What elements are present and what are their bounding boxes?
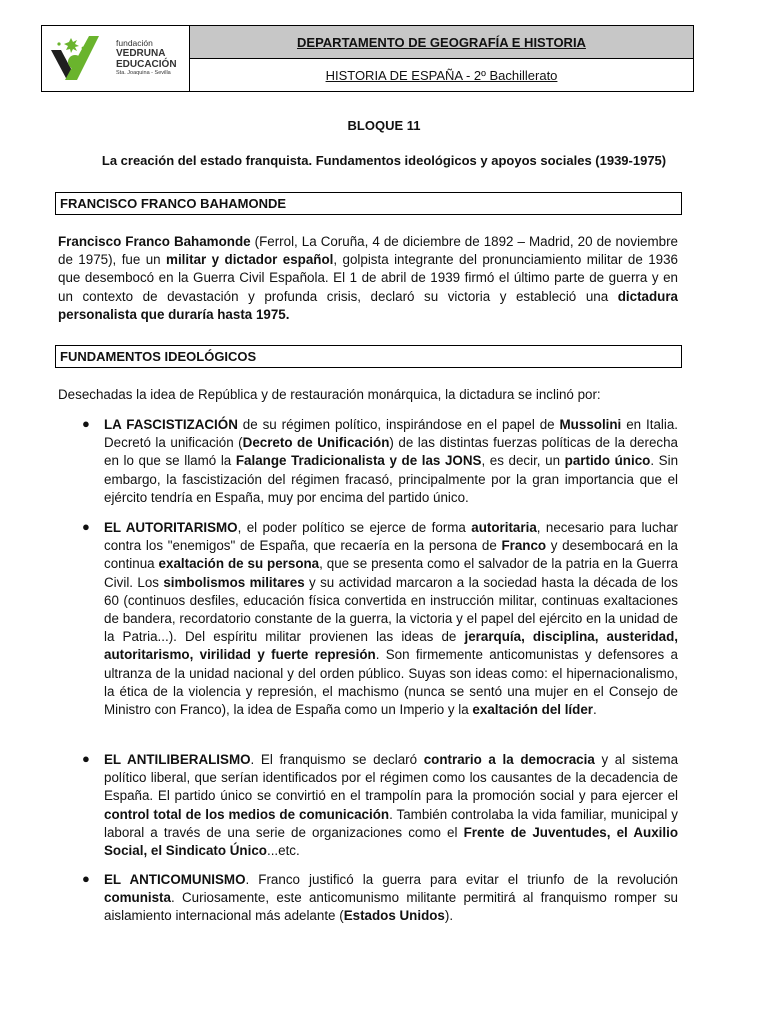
bullet-icon: ● [82, 751, 90, 766]
bold-text-run: EL AUTORITARISMO [104, 520, 238, 535]
text-run: . También controlaba la vida familiar, municipal y laboral a través de una serie de organizaciones como el [104, 806, 678, 840]
text-run: . Curiosamente, este anticomunismo militante permitirá al franquismo romper su aislamiento internacional más adelante ( [104, 890, 678, 924]
bold-text-run: control total de los medios de comunicación [104, 806, 390, 822]
text-run: , necesario para luchar contra los "enemigos" de España, que recaería en la persona de [104, 520, 678, 554]
text-run: . Franco justificó la guerra para evitar el triunfo de la revolución [245, 872, 679, 887]
bullet-icon: ● [82, 519, 90, 534]
department-row [190, 26, 693, 59]
text-run: . Sin embargo, la fascistización del régimen fracasó, principalmente por la gran importancia que el ejército tendría en España, muy por encima del partido único. [104, 453, 679, 505]
bold-text-run: jerarquía, disciplina, austeridad, autoritarismo, virilidad y fuerte represión [104, 629, 678, 663]
bold-text-run: Decreto de Unificación [242, 435, 390, 451]
text-run: . [592, 702, 597, 718]
bold-text-run: militar y dictador español [166, 252, 334, 268]
fundamentos-intro: Desechadas la idea de República y de restauración monárquica, la dictadura se inclinó por: [58, 387, 601, 402]
logo-cell [42, 26, 190, 91]
bullet-icon: ● [82, 416, 90, 431]
bold-text-run: Mussolini [559, 417, 622, 432]
bold-text-run: contrario a la democracia [423, 752, 595, 767]
bloque-title: BLOQUE 11 [347, 118, 421, 133]
text-run: ...etc. [266, 843, 300, 859]
bold-text-run: EL ANTILIBERALISMO [104, 752, 251, 767]
logo-line4: Sta. Joaquina - Sevilla [116, 70, 171, 76]
logo-text [116, 39, 177, 77]
bold-text-run: Francisco Franco Bahamonde [58, 234, 251, 249]
bold-text-run: exaltación de su persona [158, 556, 320, 572]
text-run: , el poder político se ejerce de forma [237, 520, 472, 535]
bold-text-run: autoritaria [471, 520, 537, 535]
section-heading-fundamentos: FUNDAMENTOS IDEOLÓGICOS [55, 345, 682, 368]
text-run: ) de las distintas fuerzas políticas de la derecha en lo que se llamó la [104, 435, 678, 469]
text-run: de su régimen político, inspirándose en el papel de [237, 417, 560, 432]
bold-text-run: partido único [564, 453, 651, 469]
bold-text-run: simbolismos militares [163, 574, 305, 590]
bullet-icon: ● [82, 871, 90, 886]
subject-title: HISTORIA DE ESPAÑA - 2º Bachillerato [325, 67, 558, 83]
text-run: y desembocará en la continua [104, 538, 678, 572]
text-run: . Son firmemente anticomunistas y defensores a ultranza de la unidad nacional y del orden público. Suyas son ideas como: el hipernacionalismo, la ética de la violencia y represión, el machismo (nunca se sentó una mujer en el Consejo de Ministro con Franco), la idea de España como un Imperio y la [104, 647, 678, 718]
document-subtitle: La creación del estado franquista. Fundamentos ideológicos y apoyos sociales (1939-1975) [101, 153, 667, 168]
text-run: en Italia. Decretó la unificación ( [104, 417, 679, 451]
bold-text-run: Frente de Juventudes, el Auxilio Social, el Sindicato Único [104, 824, 678, 859]
text-run: , que se presenta como el salvador de la patria en la Guerra Civil. Los [104, 556, 678, 590]
text-run: . El franquismo se declaró [250, 752, 424, 767]
vedruna-logo-icon [47, 32, 115, 88]
text-run: y al sistema político liberal, que serían identificados por el régimen como los causantes de la decadencia de España. El partido único se convirtió en el trampolín para la promoción social y para ejercer el [104, 752, 679, 804]
department-title: DEPARTAMENTO DE GEOGRAFÍA E HISTORIA [297, 34, 586, 50]
bullet-anticomunismo [104, 871, 678, 926]
bold-text-run: exaltación del líder [472, 702, 593, 718]
header-titles [190, 26, 693, 91]
document-header [41, 25, 694, 92]
text-run: ). [444, 908, 454, 924]
bullet-antiliberalismo [104, 751, 678, 860]
bold-text-run: EL ANTICOMUNISMO [104, 872, 246, 887]
logo-line1: fundación [116, 38, 153, 48]
bold-text-run: Falange Tradicionalista y de las JONS [235, 453, 482, 469]
bold-text-run: comunista [104, 890, 171, 906]
bullet-fascistizacion [104, 416, 678, 507]
bold-text-run: LA FASCISTIZACIÓN [104, 417, 238, 432]
text-run: , es decir, un [481, 453, 565, 469]
franco-paragraph [58, 233, 678, 324]
bullet-autoritarismo [104, 519, 678, 719]
bold-text-run: dictadura personalista que duraría hasta 1975. [58, 288, 678, 322]
logo-line2: VEDRUNA [116, 48, 166, 59]
subject-row [190, 59, 693, 91]
section-heading-franco: FRANCISCO FRANCO BAHAMONDE [55, 192, 682, 215]
bold-text-run: Franco [501, 538, 547, 554]
text-run: , golpista integrante del pronunciamiento militar de 1936 que desembocó en la Guerra Civil Española. El 1 de abril de 1939 firmó el último parte de guerra y en un contexto de devastación y profunda crisis, declaró su victoria y estableció una [58, 252, 678, 304]
text-run: y su actividad marcaron a la sociedad hasta la década de los 60 (continuos desfiles, educación física convertida en instrucción militar, continuas exaltaciones de bandera, recordatorio constante de la guerra, la victoria y el papel del ejército en la unidad de la Patria...). Del espíritu militar provienen las ideas de [104, 574, 679, 645]
bold-text-run: Estados Unidos [343, 908, 445, 924]
logo-line3: EDUCACIÓN [116, 59, 177, 70]
text-run: (Ferrol, La Coruña, 4 de diciembre de 1892 – Madrid, 20 de noviembre de 1975), fue un [58, 234, 679, 268]
